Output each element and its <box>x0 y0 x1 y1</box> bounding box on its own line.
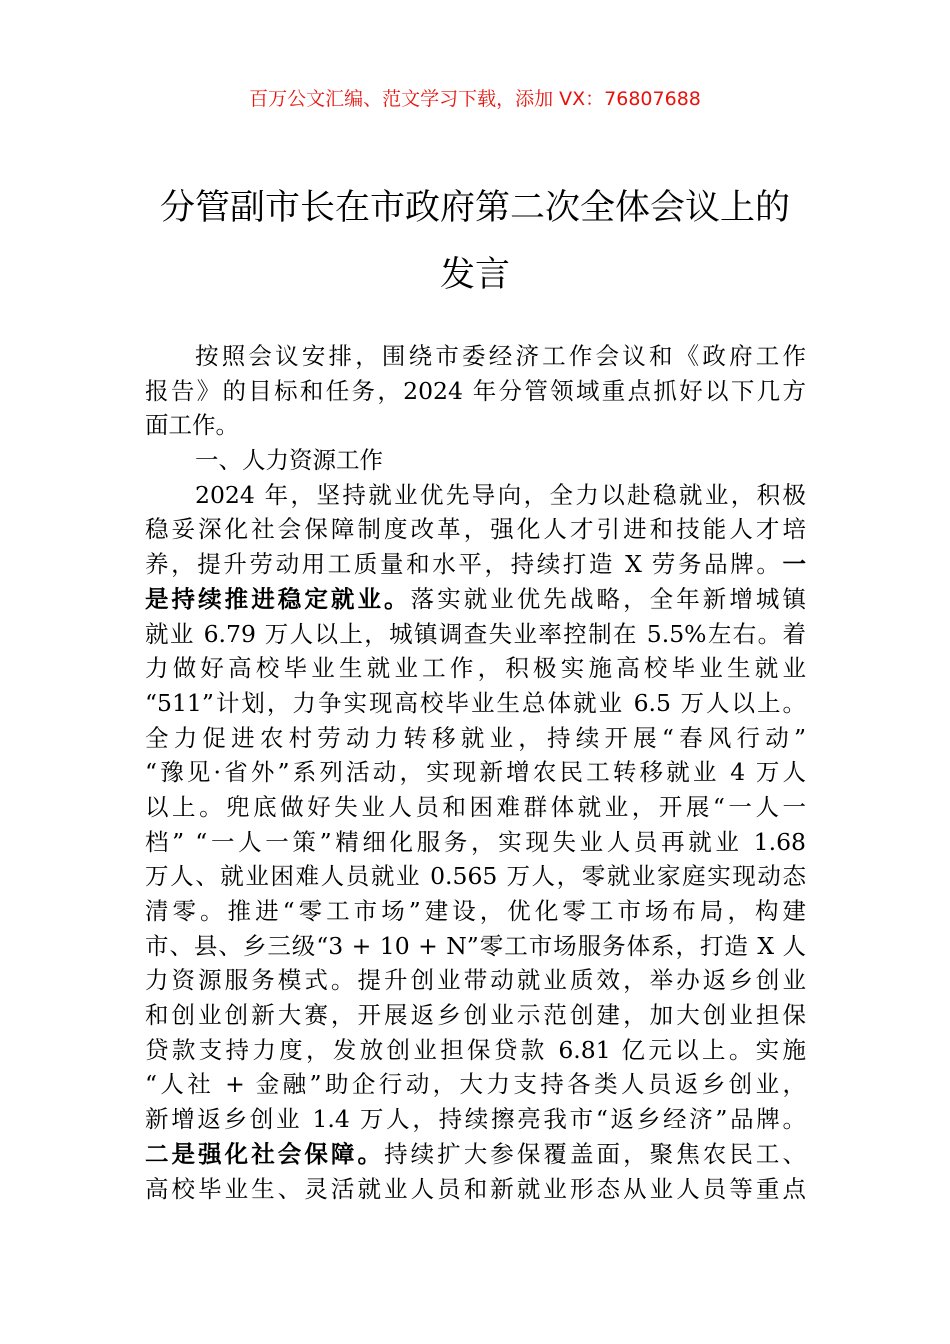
document-title-line-2: 发言 <box>439 255 510 295</box>
text-line <box>145 617 806 652</box>
bold-heading-text: 一 <box>782 550 806 579</box>
text-segment: 档” “一人一策”精细化服务，实现失业人员再就业 1.68 <box>145 827 806 856</box>
text-segment: 稳妥深化社会保障制度改革，强化人才引进和技能人才培 <box>145 515 806 544</box>
text-segment: 清零。推进“零工市场”建设，优化零工市场布局，构建 <box>145 897 806 925</box>
text-line <box>145 1172 806 1207</box>
text-segment: “511”计划，力争实现高校毕业生总体就业 6.5 万人以上。 <box>145 688 806 717</box>
text-line <box>145 686 806 721</box>
watermark-banner: 百万公文汇编、范文学习下载，添加 VX：76807688 <box>249 88 701 110</box>
text-line <box>145 1102 806 1137</box>
text-segment: 2024 年，坚持就业优先导向，全力以赴稳就业，积极 <box>195 480 806 509</box>
text-segment: 贷款支持力度，发放创业担保贷款 6.81 亿元以上。实施 <box>145 1035 806 1064</box>
text-line <box>145 339 806 374</box>
text-segment: 全力促进农村劳动力转移就业，持续开展“春风行动” <box>145 723 806 752</box>
text-segment: 万人、就业困难人员就业 0.565 万人，零就业家庭实现动态 <box>145 862 806 891</box>
text-line <box>145 894 806 929</box>
text-segment: “豫见·省外”系列活动，实现新增农民工转移就业 4 万人 <box>145 758 806 787</box>
text-line <box>145 582 806 617</box>
text-segment: 落实就业优先战略，全年新增城镇 <box>410 584 806 613</box>
bold-heading-text: 二是强化社会保障。 <box>145 1139 385 1168</box>
document-body <box>145 339 806 1206</box>
text-line <box>145 755 806 790</box>
text-segment: 以上。兜底做好失业人员和困难群体就业，开展“一人一 <box>145 792 806 821</box>
text-line <box>145 408 806 443</box>
text-line <box>145 651 806 686</box>
text-line <box>145 998 806 1033</box>
text-segment: 力做好高校毕业生就业工作，积极实施高校毕业生就业 <box>145 654 806 683</box>
text-segment: 面工作。 <box>145 411 239 440</box>
text-line <box>145 1067 806 1102</box>
text-segment: 养，提升劳动用工质量和水平，持续打造 X 劳务品牌。 <box>145 550 783 579</box>
text-segment: 市、县、乡三级“3 + 10 + N”零工市场服务体系，打造 X 人 <box>145 931 806 960</box>
text-segment: 一、人力资源工作 <box>195 446 383 475</box>
document-title-line-1: 分管副市长在市政府第二次全体会议上的 <box>159 188 790 228</box>
text-line <box>145 1137 806 1172</box>
text-segment: 新增返乡创业 1.4 万人，持续擦亮我市“返乡经济”品牌。 <box>145 1105 806 1134</box>
text-line <box>145 790 806 825</box>
text-line <box>145 859 806 894</box>
text-segment: “人社 + 金融”助企行动，大力支持各类人员返乡创业， <box>145 1070 806 1099</box>
text-line <box>145 443 806 478</box>
text-line <box>145 478 806 513</box>
text-line <box>145 1033 806 1068</box>
bold-heading-text: 是持续推进稳定就业。 <box>145 584 411 613</box>
text-segment: 就业 6.79 万人以上，城镇调查失业率控制在 5.5%左右。着 <box>145 619 806 648</box>
text-segment: 报告》的目标和任务，2024 年分管领域重点抓好以下几方 <box>145 376 806 405</box>
text-line <box>145 721 806 756</box>
text-line <box>145 825 806 860</box>
text-line <box>145 547 806 582</box>
text-segment: 和创业创新大赛，开展返乡创业示范创建，加大创业担保 <box>145 1001 806 1030</box>
text-line <box>145 512 806 547</box>
text-line <box>145 374 806 409</box>
text-segment: 按照会议安排，围绕市委经济工作会议和《政府工作 <box>195 342 806 370</box>
text-line <box>145 963 806 998</box>
text-segment: 力资源服务模式。提升创业带动就业质效，举办返乡创业 <box>145 966 806 995</box>
text-segment: 持续扩大参保覆盖面，聚焦农民工、 <box>384 1139 806 1168</box>
text-line <box>145 929 806 964</box>
text-segment: 高校毕业生、灵活就业人员和新就业形态从业人员等重点 <box>145 1174 806 1203</box>
